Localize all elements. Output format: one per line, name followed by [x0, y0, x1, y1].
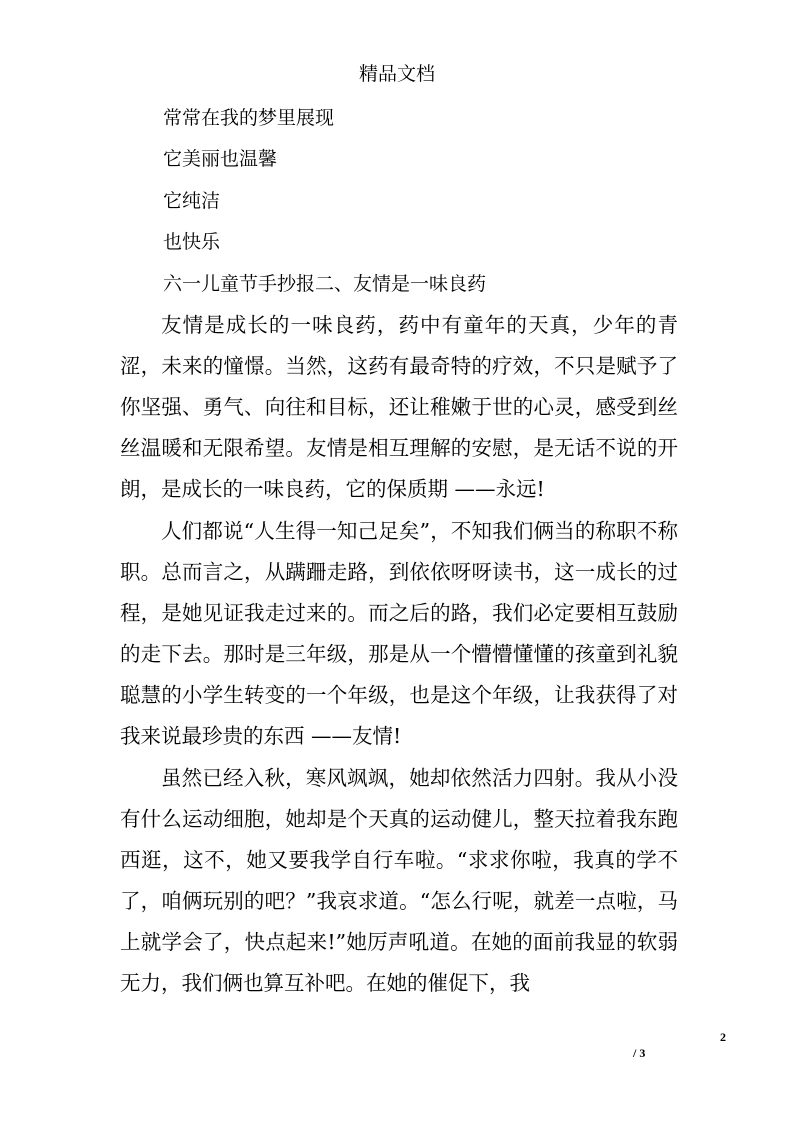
page-total: / 3: [633, 1046, 646, 1060]
body-paragraph: 虽然已经入秋，寒风飒飒，她却依然活力四射。我从小没有什么运动细胞，她却是个天真的运动健儿，整天拉着我东跑西逛，这不，她又要我学自行车啦。“求求你啦，我真的学不了，咱俩玩别的吧？”我哀求道。“怎么行呢，就差一点啦，马上就学会了，快点起来!”她厉声吼道。在她的面前我显的软弱无力，我们俩也算互补吧。在她的催促下，我: [120, 766, 678, 995]
body-paragraph: 友情是成长的一味良药，药中有童年的天真，少年的青涩，未来的憧憬。当然，这药有最奇特的疗效，不只是赋予了你坚强、勇气、向往和目标，还让稚嫩于世的心灵，感受到丝丝温暖和无限希望。友情是相互理解的安慰，是无话不说的开朗，是成长的一味良药，它的保质期 ——永远!: [120, 313, 678, 501]
section-heading: 六一儿童节手抄报二、友情是一味良药: [163, 273, 487, 295]
body-paragraph: 人们都说“人生得一知己足矣”，不知我们俩当的称职不称职。总而言之，从蹒跚走路，到依依呀呀读书，这一成长的过程，是她见证我走过来的。而之后的路，我们必定要相互鼓励的走下去。那时是三年级，那是从一个懵懵懂懂的孩童到礼貌聪慧的小学生转变的一个年级，也是这个年级，让我获得了对我来说最珍贵的东西 ——友情!: [120, 519, 678, 748]
poem-line: 常常在我的梦里展现: [163, 107, 335, 129]
poem-line: 也快乐: [163, 231, 221, 253]
page-number: 2: [720, 1030, 726, 1044]
page-header: 精品文档: [358, 63, 435, 85]
poem-line: 它纯洁: [163, 190, 221, 212]
poem-line: 它美丽也温馨: [163, 148, 278, 170]
